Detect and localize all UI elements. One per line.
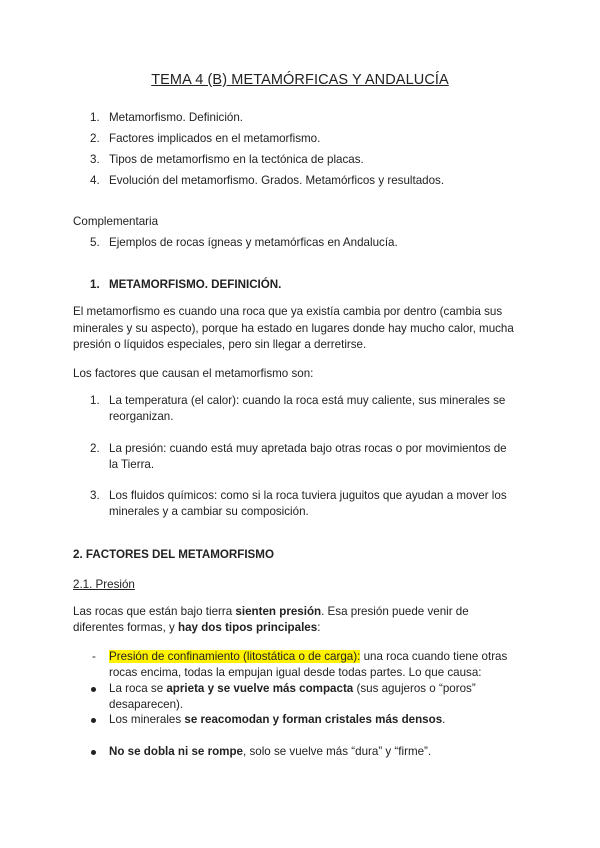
bold-run: hay dos tipos principales	[178, 621, 318, 634]
toc-item-text: Tipos de metamorfismo en la tectónica de placas.	[109, 153, 364, 166]
pressure-paragraph-line2	[73, 620, 320, 637]
heading-text: METAMORFISMO. DEFINICIÓN.	[109, 278, 282, 291]
item-line	[109, 681, 476, 698]
factor-text: La presión: cuando está muy apretada bajo otras rocas o por movimientos de	[109, 442, 507, 455]
bold-run: aprieta y se vuelve más compacta	[166, 682, 354, 695]
text-run: Los minerales	[109, 713, 185, 726]
toc-item-number: 5.	[90, 236, 100, 249]
factor-number: 2.	[90, 442, 100, 455]
item-line	[109, 744, 431, 761]
pressure-paragraph-line1	[73, 604, 469, 621]
factors-intro: Los factores que causan el metamorfismo son:	[73, 367, 314, 380]
text-run: .	[442, 713, 446, 726]
text-run: La roca se	[109, 682, 167, 695]
item-line: desaparecen).	[109, 698, 184, 711]
text-run: , solo se vuelve más “dura” y “firme”.	[243, 745, 432, 758]
factor-text: La temperatura (el calor): cuando la roca está muy caliente, sus minerales se	[109, 394, 506, 407]
bold-run: No se dobla ni se rompe	[109, 745, 244, 758]
highlighted-term: Presión de confinamiento (litostática o de carga):	[109, 650, 361, 663]
toc-item-text: Evolución del metamorfismo. Grados. Metamórficos y resultados.	[109, 174, 445, 187]
toc-item-text: Factores implicados en el metamorfismo.	[109, 132, 321, 145]
item-line: rocas encima, todas la empujan igual desde todas partes. Lo que causa:	[109, 666, 482, 679]
text-run: . Esa presión puede venir de	[321, 605, 469, 618]
heading-number: 1.	[90, 278, 100, 291]
factor-number: 1.	[90, 394, 100, 407]
text-run: :	[317, 621, 321, 634]
factor-text: reorganizan.	[109, 410, 174, 423]
toc-item-text: Ejemplos de rocas ígneas y metamórficas en Andalucía.	[109, 236, 398, 249]
complementaria-label: Complementaria	[73, 215, 159, 228]
bullet-dot-icon	[91, 750, 96, 755]
text-run: Las rocas que están bajo tierra	[73, 605, 236, 618]
text-run: (sus agujeros o “poros”	[353, 682, 476, 695]
toc-item-number: 1.	[90, 111, 100, 124]
factor-number: 3.	[90, 489, 100, 502]
toc-item-number: 4.	[90, 174, 100, 187]
page-title: TEMA 4 (B) METAMÓRFICAS Y ANDALUCÍA	[151, 72, 449, 88]
subsection-heading: 2.1. Presión	[73, 578, 135, 591]
toc-item-number: 3.	[90, 153, 100, 166]
factor-text: minerales y a cambiar su composición.	[109, 505, 309, 518]
section-heading-2: 2. FACTORES DEL METAMORFISMO	[73, 548, 274, 561]
item-line	[109, 712, 445, 729]
factor-text: la Tierra.	[109, 458, 155, 471]
bold-run: sienten presión	[235, 605, 322, 618]
factor-text: Los fluidos químicos: como si la roca tuviera juguitos que ayudan a mover los	[109, 489, 507, 502]
definition-paragraph: El metamorfismo es cuando una roca que ya existía cambia por dentro (cambia sus minerales y su aspecto), porque ha estado en lugares donde hay mucho calor, mucha presión o líquidos especiales, pero sin llegar a derretirse.	[73, 305, 514, 351]
text-run: una roca cuando tiene otras	[360, 650, 508, 663]
bullet-dot-icon	[91, 687, 96, 692]
toc-item-text: Metamorfismo. Definición.	[109, 111, 244, 124]
toc-item-number: 2.	[90, 132, 100, 145]
text-run: diferentes formas, y	[73, 621, 179, 634]
dash-marker: -	[92, 650, 96, 663]
bullet-dot-icon	[91, 718, 96, 723]
item-line	[109, 649, 507, 666]
bold-run: se reacomodan y forman cristales más densos	[184, 713, 443, 726]
